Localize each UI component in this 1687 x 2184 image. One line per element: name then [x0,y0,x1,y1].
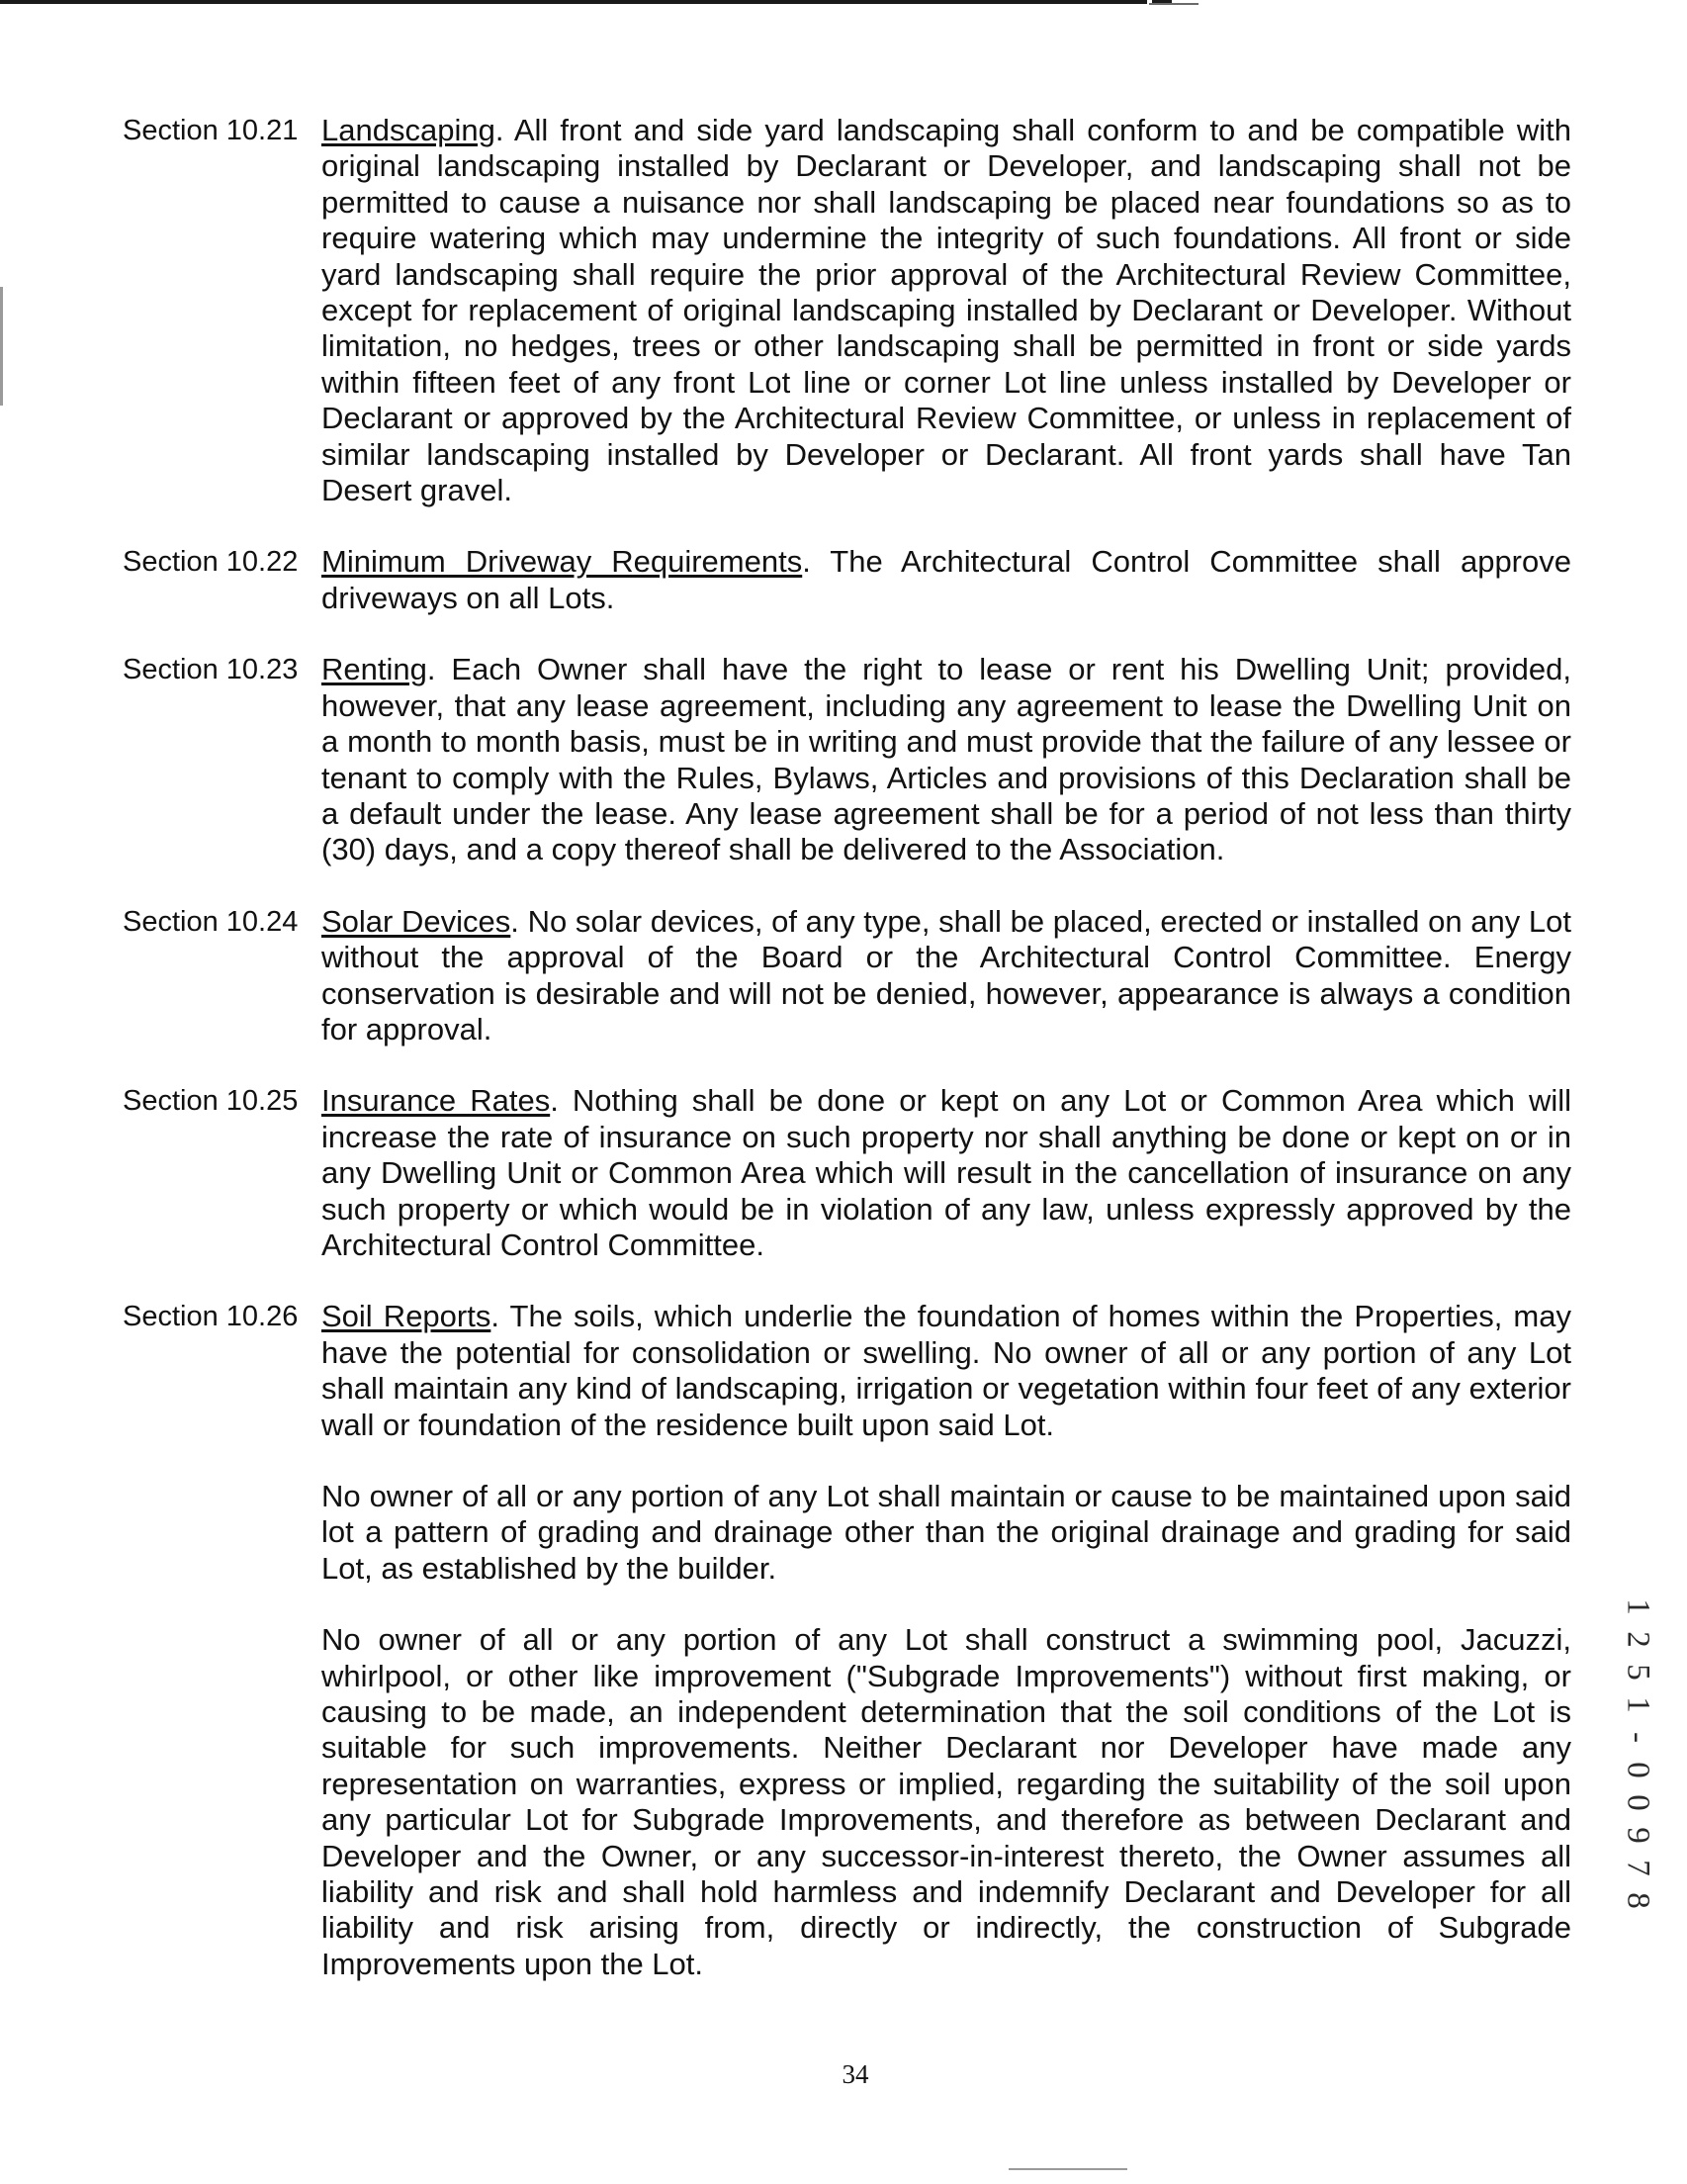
section-heading: Renting [321,652,427,687]
section-text: . The soils, which underlie the foundation of homes within the Properties, may have the potential for consolidation or swelling. No owner of all or any portion of any Lot shall maintain any kind of landscaping, irrigation or vegetation within four feet of any exterior wall or foundation of the residence built upon said Lot. [321,1299,1571,1442]
recording-stamp-char: 8 [1620,1892,1656,1909]
section-10-22 [0,544,1687,616]
recording-stamp-char: - [1620,1732,1656,1743]
section-text: . The Architectural Control Committee shall approve driveways on all Lots. [321,544,1571,615]
section-text: . Each Owner shall have the right to lease or rent his Dwelling Unit; provided, however, that any lease agreement, including any agreement to lease the Dwelling Unit on a month to month basis, must be in writing and must provide that the failure of any lessee or tenant to comply with the Rules, Bylaws, Articles and provisions of this Declaration shall be a default under the lease. Any lease agreement shall be for a period of not less than thirty (30) days, and a copy thereof shall be delivered to the Association. [321,652,1571,867]
scan-bottom-mark [1009,2168,1127,2170]
recording-stamp-char: 7 [1620,1860,1656,1876]
scan-border-top [0,0,1147,4]
section-body [321,904,1571,1048]
section-10-21 [0,113,1687,508]
section-text: . All front and side yard landscaping shall conform to and be compatible with original landscaping installed by Declarant or Developer, and landscaping shall not be permitted to cause a nuisance nor shall landscaping be placed near foundations so as to require watering which may undermine the integrity of such foundations. All front or side yard landscaping shall require the prior approval of the Architectural Review Committee, except for replacement of original landscaping installed by Declarant or Developer. Without limitation, no hedges, trees or other landscaping shall be permitted in front or side yards within fifteen feet of any front Lot line or corner Lot line unless installed by Developer or Declarant or approved by the Architectural Review Committee, or unless in replacement of similar landscaping installed by Developer or Declarant. All front yards shall have Tan Desert gravel. [321,113,1571,508]
section-paragraph [321,904,1571,1048]
recording-stamp-char: 1 [1620,1598,1656,1615]
page-number: 34 [842,2059,869,2089]
recording-stamp-char: 0 [1620,1762,1656,1778]
section-paragraph-3: No owner of all or any portion of any Lot shall construct a swimming pool, Jacuzzi, whirlpool, or other like improvement ("Subgrade Improvements") without first making, or causing to be made, an independent determination that the soil conditions of the Lot is suitable for such improvements. Neither Declarant nor Developer have made any representation on warranties, express or implied, regarding the suitability of the soil upon any particular Lot for Subgrade Improvements, and therefore as between Declarant and Developer and the Owner, or any successor-in-interest thereto, the Owner assumes all liability and risk and shall hold harmless and indemnify Declarant and Developer for all liability and risk arising from, directly or indirectly, the construction of Subgrade Improvements upon the Lot. [321,1622,1571,1981]
section-10-23 [0,652,1687,867]
section-paragraph [321,1083,1571,1263]
section-paragraph-2: No owner of all or any portion of any Lot shall maintain or cause to be maintained upon said lot a pattern of grading and drainage other than the original drainage and grading for said Lot, as established by the builder. [321,1479,1571,1586]
section-body [321,113,1571,508]
section-body [321,1083,1571,1263]
section-number: Section 10.23 [123,654,299,686]
section-paragraph [321,544,1571,616]
section-paragraph [321,113,1571,508]
section-paragraph [321,652,1571,867]
section-number: Section 10.25 [123,1085,299,1118]
section-10-26 [0,1299,1687,1982]
section-number: Section 10.24 [123,905,299,938]
section-text: . Nothing shall be done or kept on any Lot or Common Area which will increase the rate of insurance on such property nor shall anything be done or kept on or in any Dwelling Unit or Common Area which will result in the cancellation of insurance on any such property or which would be in violation of any law, unless expressly approved by the Architectural Control Committee. [321,1083,1572,1262]
recording-stamp-char: 0 [1620,1794,1656,1811]
section-text: . No solar devices, of any type, shall be placed, erected or installed on any Lot without the approval of the Board or the Architectural Control Committee. Energy conservation is desirable and will not be denied, however, appearance is always a condition for approval. [321,903,1571,1046]
recording-stamp-char: 9 [1620,1827,1656,1844]
recording-stamp-char: 1 [1620,1696,1656,1713]
recording-stamp-char: 2 [1620,1631,1656,1648]
section-number: Section 10.22 [123,546,299,579]
section-body [321,652,1571,867]
section-body [321,544,1571,616]
section-heading: Soil Reports [321,1299,491,1334]
section-10-24 [0,904,1687,1048]
section-paragraph [321,1299,1571,1443]
recording-stamp [1618,1591,1657,1917]
scan-border-top-shadow [1149,3,1199,5]
section-body [321,1299,1571,1982]
recording-stamp-char: 5 [1620,1664,1656,1681]
section-number: Section 10.26 [123,1301,299,1333]
section-heading: Solar Devices [321,903,511,939]
section-heading: Minimum Driveway Requirements [321,544,803,580]
section-heading: Landscaping [321,113,495,147]
section-heading: Insurance Rates [321,1083,551,1119]
section-number: Section 10.21 [123,115,299,146]
document-body [0,113,1687,2018]
section-10-25 [0,1083,1687,1263]
